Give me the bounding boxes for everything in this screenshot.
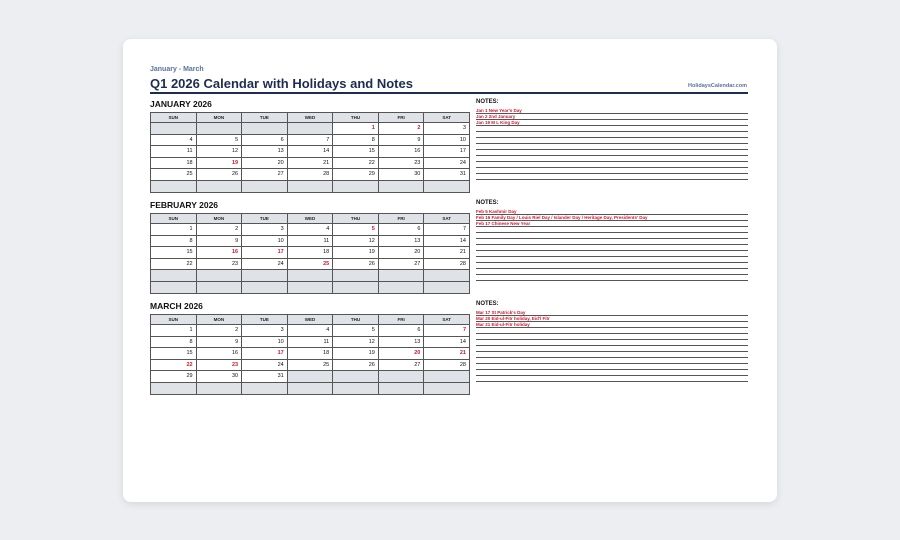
day-cell[interactable]: 14 <box>424 235 470 247</box>
empty-day-cell <box>333 180 379 192</box>
weekday-header: TUE <box>242 214 288 224</box>
day-cell[interactable]: 10 <box>242 235 288 247</box>
empty-day-cell <box>196 281 242 293</box>
holiday-note: Feb 5 Kashmir Day <box>476 209 748 215</box>
day-cell[interactable]: 6 <box>242 134 288 146</box>
week-row <box>151 224 470 236</box>
empty-day-cell <box>287 281 333 293</box>
day-cell[interactable]: 5 <box>333 224 379 236</box>
day-cell[interactable]: 8 <box>333 134 379 146</box>
day-cell[interactable]: 17 <box>242 247 288 259</box>
day-cell[interactable]: 7 <box>287 134 333 146</box>
day-cell[interactable]: 2 <box>196 325 242 337</box>
week-row <box>151 157 470 169</box>
empty-day-cell <box>378 270 424 282</box>
weekday-header: FRI <box>378 315 424 325</box>
weekday-header: FRI <box>378 214 424 224</box>
day-cell[interactable]: 30 <box>378 169 424 181</box>
day-cell[interactable]: 17 <box>242 348 288 360</box>
month-title: JANUARY 2026 <box>150 99 212 109</box>
month-calendar-grid <box>150 112 470 193</box>
weekday-header: THU <box>333 214 379 224</box>
empty-day-cell <box>424 382 470 394</box>
day-cell[interactable]: 1 <box>333 123 379 135</box>
empty-day-cell <box>196 180 242 192</box>
week-row <box>151 134 470 146</box>
day-cell[interactable]: 6 <box>378 325 424 337</box>
empty-day-cell <box>242 123 288 135</box>
holiday-note: Feb 17 Chinese New Year <box>476 221 748 227</box>
empty-day-cell <box>333 371 379 383</box>
day-cell[interactable]: 11 <box>287 235 333 247</box>
day-cell[interactable]: 3 <box>242 325 288 337</box>
day-cell[interactable]: 5 <box>196 134 242 146</box>
empty-day-cell <box>151 270 197 282</box>
day-cell[interactable]: 2 <box>196 224 242 236</box>
empty-day-cell <box>242 270 288 282</box>
week-row <box>151 359 470 371</box>
day-cell[interactable]: 6 <box>378 224 424 236</box>
day-cell[interactable]: 4 <box>287 325 333 337</box>
week-row <box>151 258 470 270</box>
day-cell[interactable]: 28 <box>424 359 470 371</box>
day-cell[interactable]: 25 <box>287 359 333 371</box>
notes-section <box>476 301 748 382</box>
month-calendar-grid <box>150 213 470 294</box>
empty-day-cell <box>333 382 379 394</box>
day-cell[interactable]: 3 <box>242 224 288 236</box>
empty-day-cell <box>424 371 470 383</box>
day-cell[interactable]: 29 <box>151 371 197 383</box>
empty-day-cell <box>378 180 424 192</box>
empty-day-cell <box>333 270 379 282</box>
header-rule <box>150 92 748 94</box>
day-cell[interactable]: 29 <box>333 169 379 181</box>
month-title: MARCH 2026 <box>150 301 203 311</box>
day-cell[interactable]: 13 <box>242 146 288 158</box>
day-cell[interactable]: 9 <box>378 134 424 146</box>
weekday-header: MON <box>196 214 242 224</box>
day-cell[interactable]: 9 <box>196 235 242 247</box>
empty-day-cell <box>424 270 470 282</box>
page-subtitle: January - March <box>150 66 204 73</box>
week-row <box>151 348 470 360</box>
day-cell[interactable]: 7 <box>424 325 470 337</box>
day-cell[interactable]: 19 <box>333 348 379 360</box>
day-cell[interactable]: 8 <box>151 336 197 348</box>
empty-day-cell <box>151 123 197 135</box>
day-cell[interactable]: 12 <box>333 336 379 348</box>
day-cell[interactable]: 19 <box>333 247 379 259</box>
day-cell[interactable]: 21 <box>424 247 470 259</box>
day-cell[interactable]: 18 <box>151 157 197 169</box>
day-cell[interactable]: 25 <box>151 169 197 181</box>
empty-day-cell <box>378 371 424 383</box>
day-cell[interactable]: 11 <box>151 146 197 158</box>
empty-day-cell <box>196 270 242 282</box>
weekday-header: SUN <box>151 315 197 325</box>
weekday-header: TUE <box>242 315 288 325</box>
empty-day-cell <box>287 371 333 383</box>
day-cell[interactable]: 25 <box>287 258 333 270</box>
day-cell[interactable]: 16 <box>378 146 424 158</box>
empty-day-cell <box>151 281 197 293</box>
day-cell[interactable]: 30 <box>196 371 242 383</box>
empty-day-cell <box>424 281 470 293</box>
day-cell[interactable]: 4 <box>287 224 333 236</box>
day-cell[interactable]: 8 <box>151 235 197 247</box>
weekday-header: SAT <box>424 113 470 123</box>
day-cell[interactable]: 20 <box>378 247 424 259</box>
day-cell[interactable]: 17 <box>424 146 470 158</box>
day-cell[interactable]: 18 <box>287 348 333 360</box>
empty-day-cell <box>287 180 333 192</box>
month-title: FEBRUARY 2026 <box>150 200 219 210</box>
empty-day-cell <box>151 180 197 192</box>
day-cell[interactable]: 9 <box>196 336 242 348</box>
day-cell[interactable]: 7 <box>424 224 470 236</box>
day-cell[interactable]: 21 <box>424 348 470 360</box>
weekday-header: WED <box>287 315 333 325</box>
week-row <box>151 235 470 247</box>
notes-label: NOTES: <box>476 99 499 105</box>
empty-day-cell <box>242 382 288 394</box>
day-cell[interactable]: 12 <box>196 146 242 158</box>
day-cell[interactable]: 10 <box>242 336 288 348</box>
weekday-header: WED <box>287 214 333 224</box>
page-title: Q1 2026 Calendar with Holidays and Notes <box>150 76 413 91</box>
site-link[interactable]: HolidaysCalendar.com <box>688 83 747 89</box>
day-cell[interactable]: 26 <box>333 258 379 270</box>
day-cell[interactable]: 22 <box>151 258 197 270</box>
day-cell[interactable]: 26 <box>333 359 379 371</box>
day-cell[interactable]: 18 <box>287 247 333 259</box>
day-cell[interactable]: 14 <box>287 146 333 158</box>
notes-section <box>476 99 748 180</box>
day-cell[interactable]: 15 <box>151 348 197 360</box>
holiday-note: Mar 17 St Patrick's Day <box>476 310 748 316</box>
week-row <box>151 371 470 383</box>
empty-day-cell <box>287 270 333 282</box>
day-cell[interactable]: 23 <box>196 359 242 371</box>
empty-day-cell <box>424 180 470 192</box>
day-cell[interactable]: 27 <box>378 359 424 371</box>
weekday-header: THU <box>333 113 379 123</box>
weekday-header: FRI <box>378 113 424 123</box>
day-cell[interactable]: 31 <box>424 169 470 181</box>
day-cell[interactable]: 1 <box>151 224 197 236</box>
day-cell[interactable]: 11 <box>287 336 333 348</box>
empty-day-cell <box>378 281 424 293</box>
day-cell[interactable]: 27 <box>378 258 424 270</box>
empty-day-cell <box>378 382 424 394</box>
week-row <box>151 270 470 282</box>
empty-day-cell <box>196 382 242 394</box>
weekday-header: SAT <box>424 315 470 325</box>
day-cell[interactable]: 12 <box>333 235 379 247</box>
notes-label: NOTES: <box>476 200 499 206</box>
day-cell[interactable]: 23 <box>378 157 424 169</box>
weekday-header: MON <box>196 315 242 325</box>
week-row <box>151 382 470 394</box>
week-row <box>151 180 470 192</box>
day-cell[interactable]: 20 <box>242 157 288 169</box>
day-cell[interactable]: 13 <box>378 336 424 348</box>
day-cell[interactable]: 24 <box>242 258 288 270</box>
blank-note-line[interactable] <box>476 376 748 382</box>
weekday-header: THU <box>333 315 379 325</box>
week-row <box>151 325 470 337</box>
empty-day-cell <box>196 123 242 135</box>
holiday-note: Mar 21 Eid-ul-Fitr holiday <box>476 322 748 328</box>
week-row <box>151 123 470 135</box>
day-cell[interactable]: 19 <box>196 157 242 169</box>
empty-day-cell <box>151 382 197 394</box>
day-cell[interactable]: 31 <box>242 371 288 383</box>
day-cell[interactable]: 22 <box>151 359 197 371</box>
day-cell[interactable]: 28 <box>424 258 470 270</box>
day-cell[interactable]: 24 <box>424 157 470 169</box>
day-cell[interactable]: 20 <box>378 348 424 360</box>
day-cell[interactable]: 15 <box>151 247 197 259</box>
weekday-header: WED <box>287 113 333 123</box>
week-row <box>151 336 470 348</box>
empty-day-cell <box>287 382 333 394</box>
notes-label: NOTES: <box>476 301 499 307</box>
day-cell[interactable]: 16 <box>196 348 242 360</box>
day-cell[interactable]: 27 <box>242 169 288 181</box>
empty-day-cell <box>333 281 379 293</box>
holiday-note: Jan 2 2nd January <box>476 114 748 120</box>
weekday-header: SUN <box>151 214 197 224</box>
day-cell[interactable]: 3 <box>424 123 470 135</box>
holiday-note: Mar 20 Eid-ul-Fitr holiday, Eid'l Fitr <box>476 316 748 322</box>
holiday-note: Feb 16 Family Day / Louis Riel Day / Islander Day / Heritage Day, Presidents' Day <box>476 215 748 221</box>
day-cell[interactable]: 21 <box>287 157 333 169</box>
day-cell[interactable]: 10 <box>424 134 470 146</box>
holiday-note: Jan 19 M L King Day <box>476 120 748 126</box>
blank-note-line[interactable] <box>476 275 748 281</box>
week-row <box>151 247 470 259</box>
day-cell[interactable]: 1 <box>151 325 197 337</box>
day-cell[interactable]: 23 <box>196 258 242 270</box>
empty-day-cell <box>287 123 333 135</box>
week-row <box>151 169 470 181</box>
weekday-header: SAT <box>424 214 470 224</box>
day-cell[interactable]: 22 <box>333 157 379 169</box>
day-cell[interactable]: 24 <box>242 359 288 371</box>
blank-note-line[interactable] <box>476 174 748 180</box>
holiday-note: Jan 1 New Year's Day <box>476 108 748 114</box>
day-cell[interactable]: 15 <box>333 146 379 158</box>
weekday-header: TUE <box>242 113 288 123</box>
day-cell[interactable]: 4 <box>151 134 197 146</box>
notes-section <box>476 200 748 281</box>
week-row <box>151 146 470 158</box>
day-cell[interactable]: 28 <box>287 169 333 181</box>
day-cell[interactable]: 16 <box>196 247 242 259</box>
day-cell[interactable]: 2 <box>378 123 424 135</box>
weekday-header: MON <box>196 113 242 123</box>
month-calendar-grid <box>150 314 470 395</box>
empty-day-cell <box>242 180 288 192</box>
day-cell[interactable]: 14 <box>424 336 470 348</box>
empty-day-cell <box>242 281 288 293</box>
day-cell[interactable]: 13 <box>378 235 424 247</box>
day-cell[interactable]: 26 <box>196 169 242 181</box>
week-row <box>151 281 470 293</box>
day-cell[interactable]: 5 <box>333 325 379 337</box>
weekday-header: SUN <box>151 113 197 123</box>
